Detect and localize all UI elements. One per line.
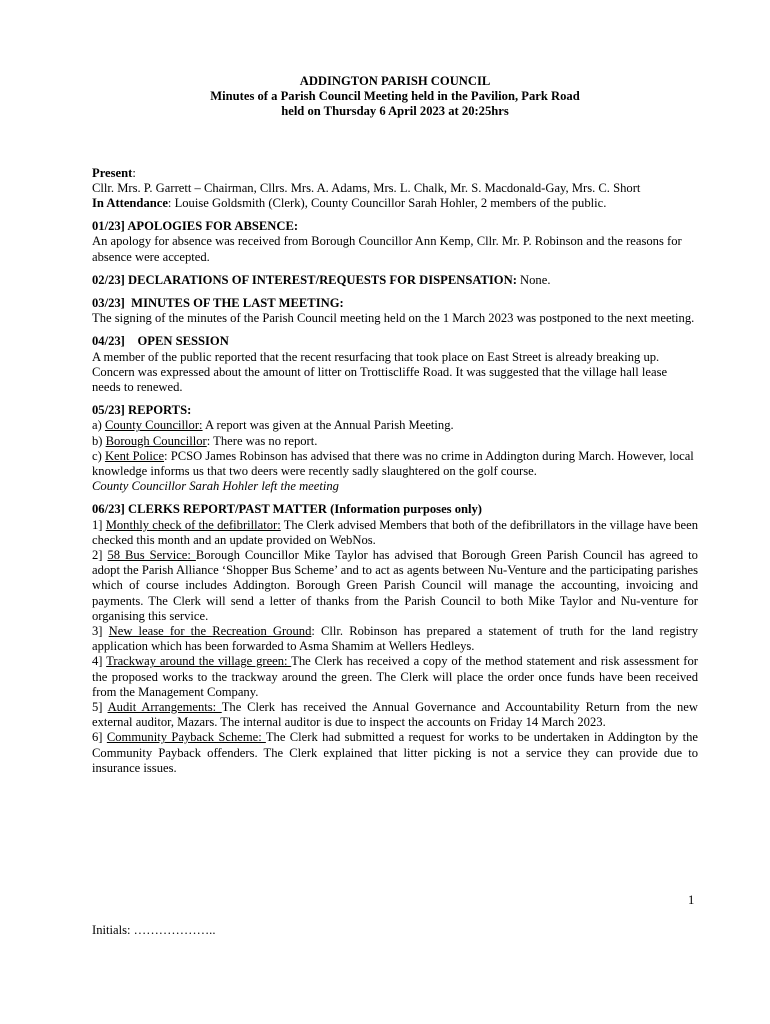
present-list: Cllr. Mrs. P. Garrett – Chairman, Cllrs. Mrs. A. Adams, Mrs. L. Chalk, Mr. S. Macdonald-Gay, Mrs. C. Short [92, 180, 641, 195]
meeting-date: held on Thursday 6 April 2023 at 20:25hrs [281, 104, 509, 119]
list-item: 4] Trackway around the village green: The Clerk has received a copy of the method statement and risk assessment for the proposed works to the trackway around the green. The Clerk will place the order once funds have been received from the Management Company. [92, 654, 698, 699]
section-heading: 01/23] APOLOGIES FOR ABSENCE: [92, 219, 299, 234]
departure-note: County Councillor Sarah Hohler left the meeting [92, 479, 339, 494]
list-item: 3] New lease for the Recreation Ground: Cllr. Robinson has prepared a statement of truth for the land registry application which has been forwarded to Asma Shamim at Wellers Hedleys. [92, 624, 699, 654]
report-label: County Councillor: [104, 418, 203, 433]
list-item: 1] Monthly check of the defibrillator: The Clerk advised Members that both of the defibrillators in the village have been checked this month and an update provided on WebNos. [92, 517, 698, 547]
list-item: 6] Community Payback Scheme: The Clerk had submitted a request for works to be undertaken in Addington by the Community Payback offenders. The Clerk explained that litter picking is not a service they can provide due to insurance issues. [92, 730, 698, 775]
section-text: The signing of the minutes of the Parish Council meeting held on the 1 March 2023 was postponed to the next meeting. [92, 311, 695, 326]
section-open-session [92, 334, 698, 395]
item-label: Trackway around the village green: [106, 654, 292, 669]
meeting-description: Minutes of a Parish Council Meeting held in the Pavilion, Park Road [210, 89, 580, 104]
attendance-list: : Louise Goldsmith (Clerk), County Councillor Sarah Hohler, 2 members of the public. [167, 195, 607, 210]
section-heading: 06/23] CLERKS REPORT/PAST MATTER (Information purposes only) [92, 502, 483, 517]
present-section [92, 166, 698, 212]
section-value: None. [516, 272, 551, 287]
report-borough: b) Borough Councillor: There was no report. [92, 433, 318, 448]
section-minutes [92, 296, 698, 326]
section-reports [92, 403, 698, 494]
section-declarations [92, 273, 698, 288]
section-text: A member of the public reported that the recent resurfacing that took place on East Street is already breaking up. Concern was expressed about the amount of litter on Trottiscliffe Road. It was suggested that the village hall lease needs to renewed. [92, 349, 668, 394]
section-heading: 05/23] REPORTS: [92, 403, 192, 418]
initials-line: Initials: ……………….. [92, 923, 216, 937]
list-item: 5] Audit Arrangements: The Clerk has received the Annual Governance and Accountability Return from the new external auditor, Mazars. The internal auditor is due to inspect the accounts on Friday 14 March 2023. [92, 700, 698, 730]
list-item: 2] 58 Bus Service: Borough Councillor Mike Taylor has advised that Borough Green Parish Council has agreed to adopt the Parish Alliance ‘Shopper Bus Scheme’ and to act as agents between Nu-Venture and the participating parishes which of course includes Addington. Borough Green Parish Council will manage the accounting, invoicing and payments. The Clerk will send a letter of thanks from the Parish Council to both Mike Taylor and Nu-venture for organising this service. [92, 548, 698, 623]
document-title [92, 74, 698, 120]
page-number: 1 [688, 893, 695, 907]
report-county: a) County Councillor: A report was given at the Annual Parish Meeting. [92, 418, 454, 433]
section-apologies [92, 219, 698, 265]
item-label: New lease for the Recreation Ground [108, 624, 312, 639]
item-label: Community Payback Scheme: [106, 730, 266, 745]
council-name: ADDINGTON PARISH COUNCIL [299, 74, 491, 88]
section-clerks-report [92, 502, 698, 776]
attendance-label: In Attendance [92, 195, 168, 210]
report-label: Borough Councillor [105, 433, 207, 448]
present-colon: : [132, 165, 136, 180]
item-label: Monthly check of the defibrillator: [105, 517, 281, 532]
report-police: c) Kent Police: PCSO James Robinson has advised that there was no crime in Addington during March. However, local knowledge informs us that two deers were recently sadly slaughtered on the golf course. [92, 448, 694, 479]
section-heading: 03/23] MINUTES OF THE LAST MEETING: [92, 295, 344, 310]
section-text: An apology for absence was received from Borough Councillor Ann Kemp, Cllr. Mr. P. Robinson and the reasons for absence were accepted. [92, 234, 682, 264]
item-label: 58 Bus Service: [107, 548, 196, 563]
item-label: Audit Arrangements: [107, 700, 222, 715]
document-page [92, 74, 698, 776]
present-label: Present [92, 165, 133, 180]
section-heading: 04/23] OPEN SESSION [92, 334, 229, 349]
section-heading: 02/23] DECLARATIONS OF INTEREST/REQUESTS FOR DISPENSATION: [92, 272, 517, 287]
report-label: Kent Police [104, 448, 165, 463]
